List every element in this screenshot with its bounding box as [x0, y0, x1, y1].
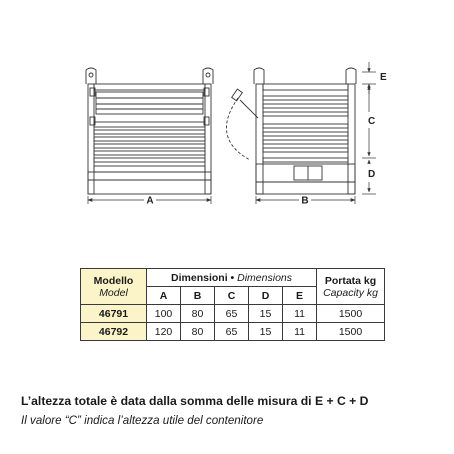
value-b: 80	[181, 305, 215, 323]
capacity-header: Portata kg	[324, 274, 377, 287]
model-header-cell	[81, 269, 147, 305]
column-header-c: C	[215, 287, 249, 305]
spec-table	[80, 268, 385, 341]
value-c: 65	[215, 323, 249, 341]
capacity-value: 1500	[317, 305, 385, 323]
dimension-a	[88, 196, 211, 207]
capacity-value: 1500	[317, 323, 385, 341]
value-e: 11	[283, 323, 317, 341]
model-code: 46792	[81, 323, 147, 341]
dimension-e-label: E	[380, 72, 387, 83]
dimensions-bullet: •	[230, 271, 235, 284]
table-row	[81, 305, 385, 323]
table-row	[81, 323, 385, 341]
capacity-header-cell	[317, 269, 385, 305]
dimensions-header-cell	[147, 269, 317, 287]
total-height-note: L’altezza totale è data dalla somma delle misura di E + C + D	[21, 394, 369, 408]
dimensions-header: Dimensioni	[171, 271, 228, 284]
dimensions-header-en: Dimensions	[237, 271, 292, 284]
column-header-b: B	[181, 287, 215, 305]
model-header-en: Model	[99, 286, 128, 299]
value-a: 100	[147, 305, 181, 323]
value-c: 65	[215, 305, 249, 323]
value-e: 11	[283, 305, 317, 323]
dimension-d-label: D	[368, 169, 376, 180]
column-header-d: D	[249, 287, 283, 305]
dimension-b-label: B	[301, 195, 309, 207]
value-b: 80	[181, 323, 215, 341]
value-a: 120	[147, 323, 181, 341]
front-view	[86, 68, 213, 194]
dimension-c-label: C	[368, 116, 376, 127]
side-view	[226, 68, 356, 194]
capacity-header-en: Capacity kg	[323, 286, 378, 299]
dimension-a-label: A	[146, 195, 154, 207]
model-header: Modello	[93, 274, 134, 287]
model-code: 46791	[81, 305, 147, 323]
value-d: 15	[249, 323, 283, 341]
value-d: 15	[249, 305, 283, 323]
column-header-e: E	[283, 287, 317, 305]
useful-height-note: Il valore “C” indica l’altezza utile del contenitore	[21, 414, 264, 427]
dimension-b	[256, 196, 355, 207]
column-header-a: A	[147, 287, 181, 305]
